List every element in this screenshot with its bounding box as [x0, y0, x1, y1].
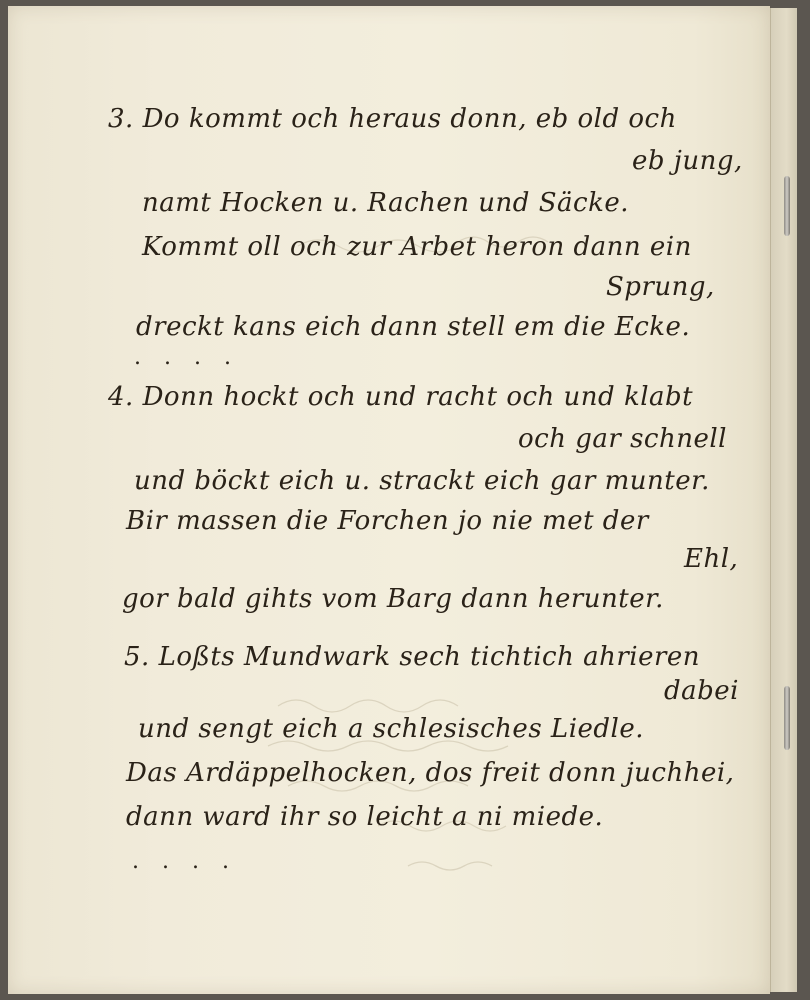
stanza-5-line-2: dabei: [664, 676, 739, 706]
stanza-3-line-5: Sprung,: [606, 272, 715, 302]
top-clip: [784, 176, 790, 236]
adjacent-page-edge: [770, 8, 797, 992]
stanza-4-line-5: Ehl,: [684, 544, 739, 574]
stanza-5-line-4: Das Ardäppelhocken, dos freit donn juchhei,: [126, 758, 735, 788]
stanza-5-line-3: und sengt eich a schlesisches Liedle.: [138, 714, 644, 744]
stanza-4-line-4: Bir massen die Forchen jo nie met der: [126, 506, 649, 536]
bottom-clip: [784, 686, 790, 750]
stanza-3-line-1: 3. Do kommt och heraus donn, eb old och: [108, 104, 677, 134]
stanza-3-line-4: Kommt oll och zur Arbet heron dann ein: [142, 232, 692, 262]
stanza-5-line-1: 5. Loßts Mundwark sech tichtich ahrieren: [124, 642, 701, 672]
stanza-3-ellipsis: . . . .: [134, 345, 239, 370]
stanza-4-line-6: gor bald gihts vom Barg dann herunter.: [122, 584, 664, 614]
stanza-3-line-2: eb jung,: [632, 146, 743, 176]
stanza-4-line-2: och gar schnell: [518, 424, 727, 454]
stanza-4-line-1: 4. Donn hockt och und racht och und klabt: [108, 382, 694, 412]
handwritten-page: [8, 6, 770, 994]
stanza-5-line-5: dann ward ihr so leicht a ni miede.: [126, 802, 604, 832]
stanza-4-line-3: und böckt eich u. strackt eich gar munter.: [134, 466, 710, 496]
stanza-5-ellipsis: . . . .: [132, 849, 237, 874]
stanza-3-line-6: dreckt kans eich dann stell em die Ecke.: [136, 312, 691, 342]
stanza-3-line-3: namt Hocken u. Rachen und Säcke.: [142, 188, 629, 218]
